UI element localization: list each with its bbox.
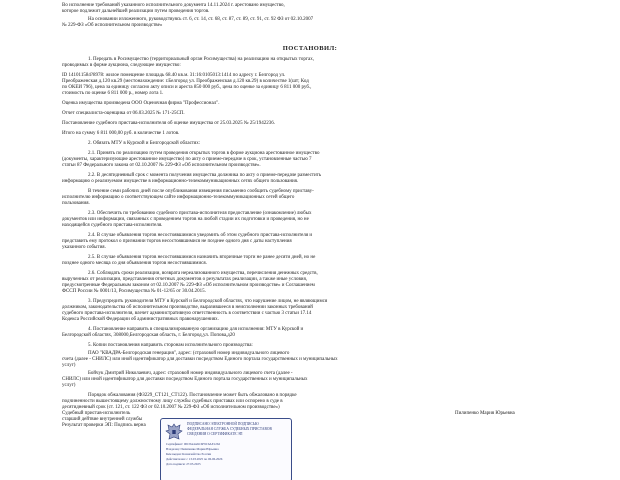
body-line: информацию о реализуемом имуществе в информационно-телекоммуникационных сетях общего пользования. [62, 179, 299, 184]
body-line: представить ему протокол о признании торгов несостоявшимися не позднее одного дня с даты наступления [62, 239, 292, 244]
signer-rank: старший дейтвие внутренней службы [62, 417, 143, 422]
body-line: 2.3. Обеспечить по требованию судебного пристава-исполнителя предоставление (ознакомление) любых [88, 211, 312, 216]
body-line: Итого на сумму 6 811 000,00 руб. в количестве 1 лотов. [62, 131, 180, 136]
body-line: 2.2. В десятидневный срок с момента получения имущества должника по акту о приеме-передаче разместить [88, 173, 322, 178]
body-line: стоимость по оценке 6 811 000 р., номер лота 1. [62, 91, 164, 96]
body-line: десятидневный срок (ст. 121, ст. 122 ФЗ от 02.10.2007 № 229-ФЗ «Об исполнительном производстве») [62, 405, 280, 410]
signer-position: Судебный пристав-исполнитель [62, 411, 131, 416]
body-line: 2.1. Принять по реализацию путем проведения открытых торгов в форме аукциона арестованное имущество [88, 151, 320, 156]
stamp-date: Дата подписи: 27.03.2025 [166, 462, 201, 466]
electronic-signature-stamp [160, 418, 292, 480]
body-line: проводимых в форме аукциона, следующее имущество: [62, 63, 181, 68]
body-line: предусмотренные Федеральным законом от 02.10.2007 № 229-ФЗ «Об исполнительном производстве» и Соглашением [62, 283, 315, 288]
body-line: пользования. [62, 201, 90, 206]
signer-name: Пилипенко Мария Юрьевна [455, 411, 515, 416]
body-line: Порядок обжалования (ФЗ229_СТ121_СТ122). Постановление может быть обжаловано в порядке [88, 393, 297, 398]
body-line: счета (далее - СНИЛС) или иной идентификатор для доставки посредством Единого портала государственных и муниципальных [62, 357, 338, 362]
body-line: ПАО "КВАДРА-Белгородская генерация", адрес: (страховой номер индивидуального лицевого [88, 351, 290, 356]
body-line: вырученных от реализации, представления отчетных документов о результатах реализации, а также иные условия, [62, 277, 308, 282]
stamp-certificate: Сертификат: 00C8A4A6C6F9C6AE1262 [166, 442, 221, 446]
body-line: 1. Передать в Росимущество (территориальный орган Росимущества) на реализацию на открытых торгах, [88, 57, 314, 62]
body-line: Постановление судебного пристава-исполнителя об оценке имущества от 25.03.2025 № 25/1942236. [62, 121, 276, 126]
body-line: СНИЛС) или иной идентификатор для доставки посредством Единого портала государственных и муниципальных [62, 377, 308, 382]
body-line: 2.4. В случае объявления торгов несостоявшимися уведомить об этом судебного пристава-исполнителя и [88, 233, 313, 238]
body-line: Кодекса Российской Федерации об административных правонарушениях. [62, 317, 219, 322]
header-line-2: которое подлежит дальнейшей реализации путем проведения торгов. [62, 9, 210, 14]
body-line: услуг) [62, 363, 76, 368]
body-line: В течение семи рабочих дней после опубликования извещения письменно сообщить судебному приставу- [88, 189, 314, 194]
body-line: 4. Постановление направить в специализированную организацию для исполнения: МТУ в Курской и [88, 327, 304, 332]
header-line-3: На основании изложенного, руководствуясь ст. 6, ст. 14, ст. 68, ст. 87, ст. 89, ст. 91, ст. 92 ФЗ от 02.10.2007 [88, 17, 314, 22]
body-line: 2. Обязать МТУ в Курской и Белгородской областях: [88, 141, 201, 146]
body-line: 2.6. Соблюдать сроки реализации, возврата нереализованного имущества, перечисления денежных средств, [88, 271, 318, 276]
stamp-header-line: ПОДПИСАНО ЭЛЕКТРОННОЙ ПОДПИСЬЮ [187, 422, 259, 426]
body-line: услуг) [62, 383, 76, 388]
signature-check-result: Результат проверки ЭП: Подпись верна [62, 423, 146, 428]
body-line: Оценка имущества произведена ООО Оценочная фирма "Профессионал". [62, 101, 220, 106]
body-line: находящейся судебного пристава-исполнителя. [62, 223, 163, 228]
body-line: Отчет специалиста-оценщика от 06.03.2025 № 171-25СП. [62, 111, 185, 116]
body-line: Преображенская д.120 кв.29 (местонахождение: г.Белгород ул. Преображенская д.120 кв.29) в количестве 1(шт; Код [62, 79, 309, 84]
document-title: ПОСТАНОВИЛ: [282, 45, 338, 52]
body-line: Белгородской областях, 308000,Белгородская область, г. Белгород,ул. Попова,д20 [62, 333, 235, 338]
body-line: ID 141011584?8978: жилое помещение площадь 68.40 кв.м. 31:16:0105013:1414 по адресу г. Белгород ул. [62, 73, 286, 78]
header-line-4: № 229-ФЗ «Об исполнительном производстве» [62, 23, 163, 28]
body-line: (документы, характеризующие арестованное имущество) по акту о приеме-передаче в срок, установленные частью 7 [62, 157, 312, 162]
body-line: судебного пристава-исполнителя, влечет административную ответственность в соответствии с частью 3 статьи 17.14 [62, 311, 312, 316]
body-line: должником, законодательства об исполнительном производстве, выразившееся в неисполнении законных требований [62, 305, 313, 310]
body-line: статьи 87 Федерального закона от 02.10.2007 № 229-ФЗ «Об исполнительном производстве». [62, 163, 261, 168]
stamp-header-line: ФЕДЕРАЛЬНАЯ СЛУЖБА СУДЕБНЫХ ПРИСТАВОВ [187, 427, 272, 431]
body-line: по ОКЕИ 796), цена за единицу согласно акту описи и ареста 850 000 руб., цена по оценке за единицу 6 811 000 руб., [62, 85, 312, 90]
stamp-owner: Владелец: Пилипенко Мария Юрьевна [166, 447, 219, 451]
body-line: документов или информации, связанных с проведением торгов на любой стадии их подготовки и проведения, но не [62, 217, 309, 222]
body-line: подчиненности вышестоящему должностному лицу службы судебных приставах или оспорено в суде в [62, 399, 283, 404]
body-line: позднее одного месяца со дня объявления торгов несостоявшимися. [62, 261, 207, 266]
body-line: исполнителю информацию о соответствующем сайте информационно-телекоммуникационных сетей общего [62, 195, 295, 200]
header-line-1: Во исполнение требований указанного исполнительного документа 14.11.2024 г. арестовано имущество, [62, 3, 285, 8]
stamp-header-line: СВЕДЕНИЯ О СЕРТИФИКАТЕ ЭП [187, 432, 243, 436]
body-line: Бойчук Дмитрий Николаевич, адрес: страховой номер индивидуального лицевого счета (далее - [88, 371, 293, 376]
stamp-valid: Действителен: с 13.03.2025 по 06.06.2026 [166, 457, 223, 461]
body-line: 5. Копии постановления направить сторонам исполнительного производства: [88, 343, 253, 348]
stamp-issuer: Кем выдан: Казначейство России [166, 452, 212, 456]
body-line: 2.5. В случае объявления торгов несостоявшимися назначить вторичные торги не ранее десяти дней, но не [88, 255, 316, 260]
body-line: ФССП России № 0001/13, Росимущества № 01-12/65 от 30.04.2015. [62, 289, 206, 294]
body-line: 3. Предупредить руководителя МТУ в Курской и Белгородской областях, что нарушение лицом, не являющимся [88, 299, 328, 304]
double-headed-eagle-icon [165, 422, 183, 442]
body-line: указанного события. [62, 245, 106, 250]
